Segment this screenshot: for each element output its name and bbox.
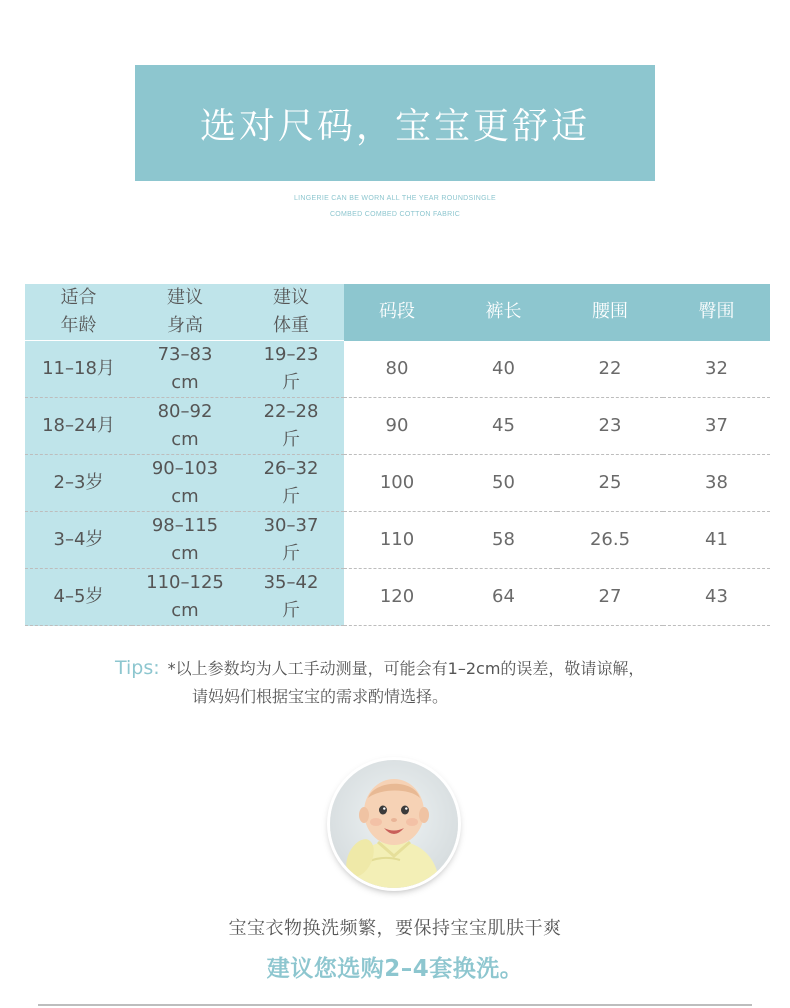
cell-waist: 23 [557, 398, 663, 455]
cell-pants-length: 50 [450, 455, 557, 512]
cell-pants-length: 58 [450, 512, 557, 569]
cell-height: 80–92 cm [132, 398, 238, 455]
size-chart-table [25, 284, 770, 626]
cell-waist: 22 [557, 341, 663, 398]
bottom-divider [38, 1004, 752, 1006]
tips-line2: 请妈妈们根据宝宝的需求酌情选择。 [192, 687, 449, 706]
cell-weight: 26–32 斤 [238, 455, 344, 512]
cell-waist: 26.5 [557, 512, 663, 569]
tips-label: Tips: [115, 657, 160, 679]
header-size: 码段 [344, 284, 450, 341]
tips-note [115, 654, 755, 711]
header-hip: 臀围 [663, 284, 770, 341]
cell-height: 90–103 cm [132, 455, 238, 512]
header-waist: 腰围 [557, 284, 663, 341]
cell-size: 100 [344, 455, 450, 512]
cell-height: 73–83 cm [132, 341, 238, 398]
header-height: 建议 身高 [132, 284, 238, 341]
cell-hip: 41 [663, 512, 770, 569]
table-row [25, 512, 770, 569]
header-age: 适合 年龄 [25, 284, 132, 341]
header-weight: 建议 体重 [238, 284, 344, 341]
cell-waist: 25 [557, 455, 663, 512]
cell-weight: 35–42 斤 [238, 569, 344, 626]
cell-hip: 32 [663, 341, 770, 398]
cell-waist: 27 [557, 569, 663, 626]
banner-subtitle-line2: COMBED COMBED COTTON FABRIC [329, 211, 461, 218]
banner-subtitle-line1: LINGERIE CAN BE WORN ALL THE YEAR ROUNDSINGLE [293, 195, 497, 202]
cell-hip: 37 [663, 398, 770, 455]
cell-size: 120 [344, 569, 450, 626]
baby-illustration [330, 760, 458, 888]
baby-photo [330, 760, 458, 888]
table-header-row [25, 284, 770, 341]
tips-line1: *以上参数均为人工手动测量，可能会有1–2cm的误差，敬请谅解， [167, 659, 645, 678]
cell-height: 110–125 cm [132, 569, 238, 626]
cell-age: 11–18月 [25, 341, 132, 398]
table-row [25, 341, 770, 398]
cell-pants-length: 64 [450, 569, 557, 626]
header-banner [135, 65, 655, 181]
cell-weight: 19–23 斤 [238, 341, 344, 398]
cell-size: 90 [344, 398, 450, 455]
care-note: 宝宝衣物换洗频繁，要保持宝宝肌肤干爽 [228, 918, 562, 939]
cell-hip: 43 [663, 569, 770, 626]
banner-title: 选对尺码，宝宝更舒适 [199, 105, 590, 147]
cell-hip: 38 [663, 455, 770, 512]
cell-age: 2–3岁 [25, 455, 132, 512]
header-pants-length: 裤长 [450, 284, 557, 341]
table-row [25, 455, 770, 512]
cell-weight: 22–28 斤 [238, 398, 344, 455]
table-row [25, 398, 770, 455]
cell-size: 80 [344, 341, 450, 398]
cell-age: 3–4岁 [25, 512, 132, 569]
cell-age: 4–5岁 [25, 569, 132, 626]
cell-pants-length: 45 [450, 398, 557, 455]
table-row [25, 569, 770, 626]
cell-weight: 30–37 斤 [238, 512, 344, 569]
cell-age: 18–24月 [25, 398, 132, 455]
cell-pants-length: 40 [450, 341, 557, 398]
purchase-suggestion: 建议您选购2–4套换洗。 [266, 956, 524, 982]
cell-size: 110 [344, 512, 450, 569]
cell-height: 98–115 cm [132, 512, 238, 569]
